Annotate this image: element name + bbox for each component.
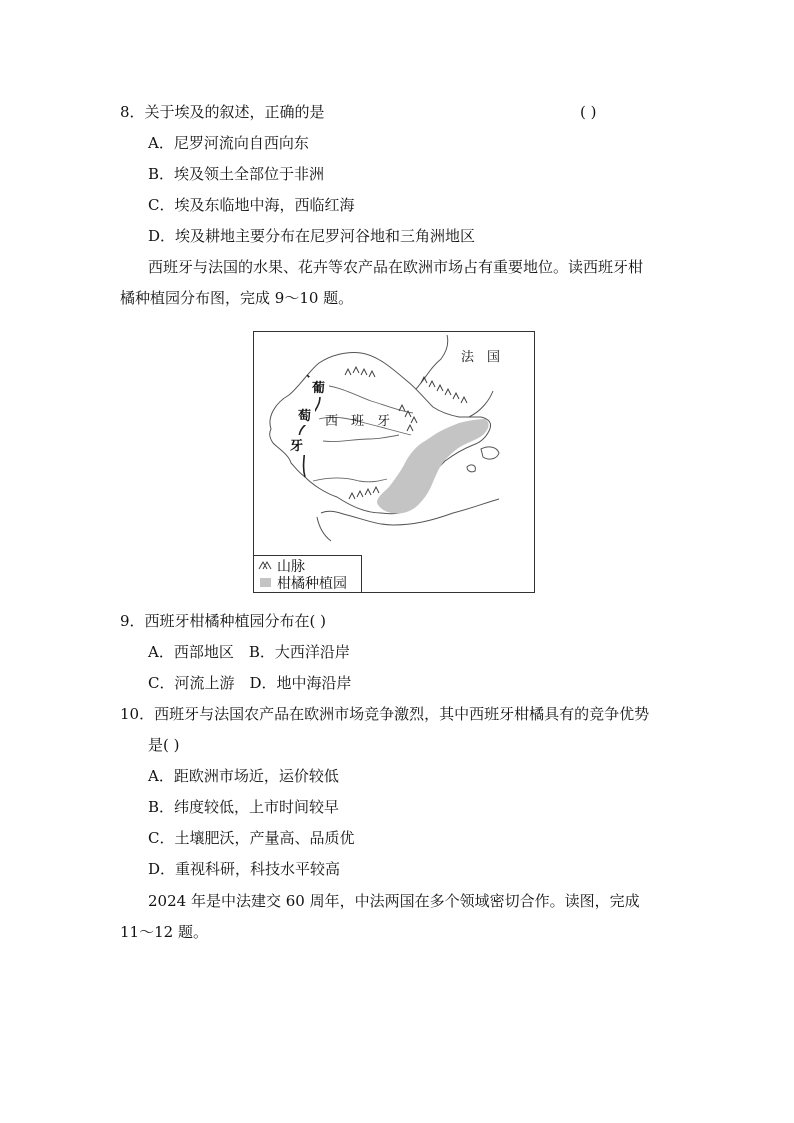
q10-option-a: A．距欧洲市场近，运价较低 bbox=[148, 767, 339, 785]
label-portugal-3: 牙 bbox=[290, 439, 304, 454]
q8-option-a: A．尼罗河流向自西向东 bbox=[148, 134, 309, 152]
q8-stem: 8．关于埃及的叙述，正确的是 bbox=[120, 103, 325, 121]
label-france: 法 国 bbox=[461, 350, 501, 365]
label-spain: 西 班 牙 bbox=[325, 414, 391, 429]
intro-11-12-line1: 2024 年是中法建交 60 周年，中法两国在多个领域密切合作。读图，完成 bbox=[148, 892, 640, 910]
q8-answer-paren: ( ) bbox=[580, 103, 597, 121]
q10-option-c: C．土壤肥沃，产量高、品质优 bbox=[148, 829, 355, 847]
q10-option-b: B．纬度较低，上市时间较早 bbox=[148, 798, 340, 816]
intro-9-10-line2: 橘种植园分布图，完成 9～10 题。 bbox=[120, 289, 354, 307]
island-2 bbox=[467, 465, 475, 472]
label-portugal-1: 葡 bbox=[312, 381, 326, 396]
q9-options-cd: C．河流上游 D．地中海沿岸 bbox=[148, 674, 352, 692]
q10-stem-line1: 10．西班牙与法国农产品在欧洲市场竞争激烈，其中西班牙柑橘具有的竞争优势 bbox=[120, 705, 650, 723]
intro-11-12-line2: 11～12 题。 bbox=[120, 923, 208, 941]
q8-option-c: C．埃及东临地中海，西临红海 bbox=[148, 196, 355, 214]
q9-options-ab: A．西部地区 B．大西洋沿岸 bbox=[148, 643, 350, 661]
legend-orchard-label: 柑橘种植园 bbox=[277, 576, 347, 592]
intro-9-10-line1: 西班牙与法国的水果、花卉等农产品在欧洲市场占有重要地位。读西班牙柑 bbox=[148, 258, 644, 276]
island-1 bbox=[481, 447, 499, 459]
spain-orchard-map bbox=[253, 331, 535, 593]
q8-option-b: B．埃及领土全部位于非洲 bbox=[148, 165, 325, 183]
q9-stem: 9．西班牙柑橘种植园分布在( ) bbox=[120, 612, 327, 630]
q10-option-d: D．重视科研，科技水平较高 bbox=[148, 860, 341, 878]
q8-option-d: D．埃及耕地主要分布在尼罗河谷地和三角洲地区 bbox=[148, 227, 476, 245]
q10-stem-line2: 是( ) bbox=[148, 736, 180, 754]
legend-orchard-swatch bbox=[260, 578, 271, 587]
legend-mountain-label: 山脉 bbox=[277, 559, 305, 575]
label-portugal-2: 萄 bbox=[298, 409, 312, 424]
